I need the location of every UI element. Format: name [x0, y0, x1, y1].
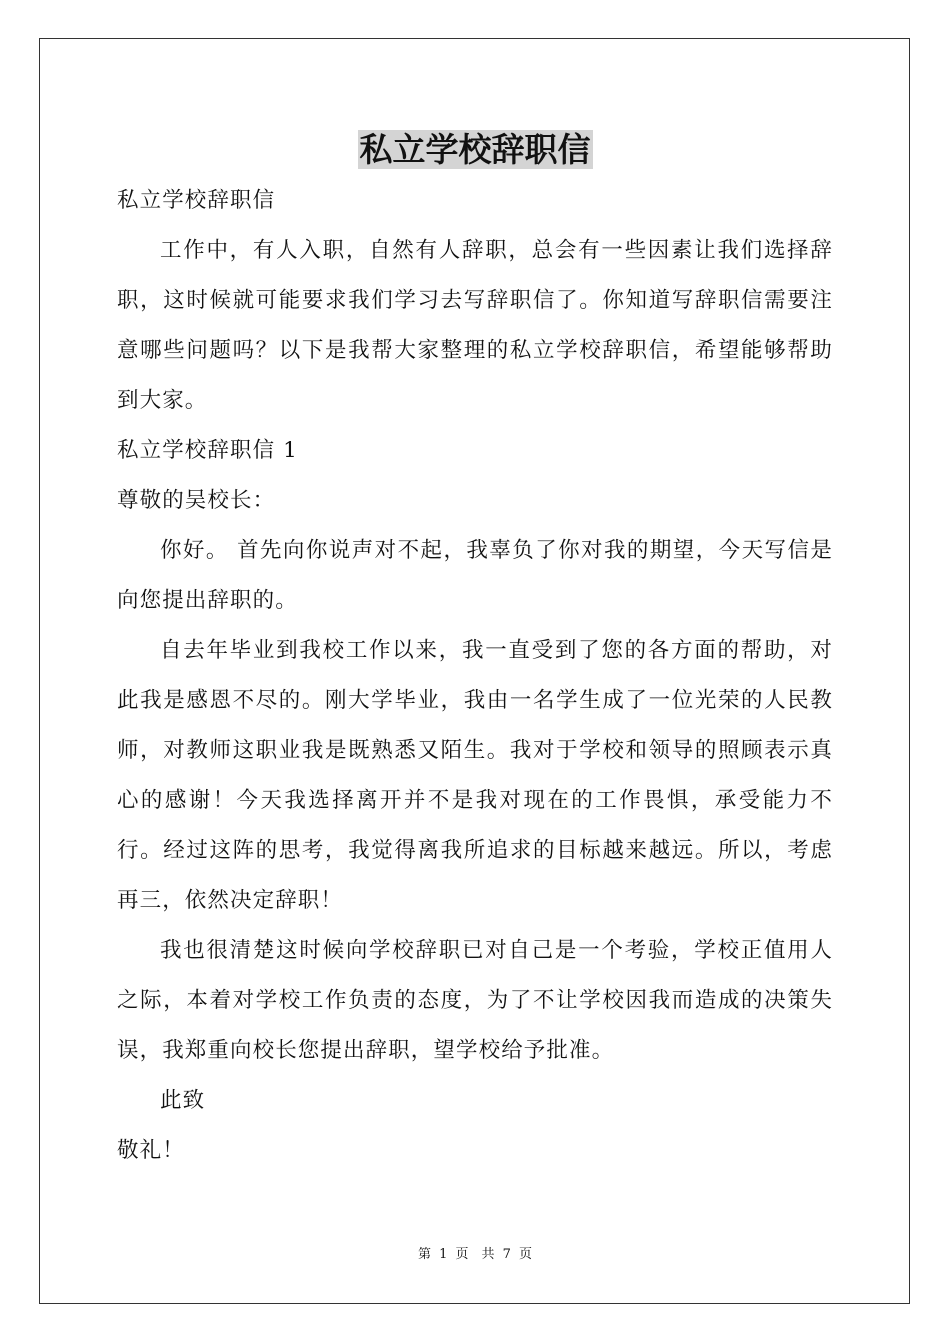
subtitle: 私立学校辞职信 [117, 188, 276, 213]
page-number: 第 1 页 共 7 页 [417, 1247, 533, 1262]
letter-paragraph: 自去年毕业到我校工作以来，我一直受到了您的各方面的帮助，对此我是感恩不尽的。刚大学毕业，我由一名学生成了一位光荣的人民教师，对教师这职业我是既熟悉又陌生。我对于学校和领导的照顾表示真心的感谢！今天我选择离开并不是我对现在的工作畏惧，承受能力不行。经过这阵的思考，我觉得离我所追求的目标越来越远。所以，考虑再三，依然决定辞职！ [117, 638, 833, 913]
letter-salutation: 尊敬的吴校长： [117, 488, 276, 513]
letter-closing: 此致 [160, 1088, 206, 1113]
letter-heading: 私立学校辞职信 1 [117, 438, 298, 463]
document-body [117, 176, 833, 1176]
letter-paragraph: 我也很清楚这时候向学校辞职已对自己是一个考验，学校正值用人之际，本着对学校工作负责的态度，为了不让学校因我而造成的决策失误，我郑重向校长您提出辞职，望学校给予批准。 [117, 938, 833, 1063]
document-title-text: 私立学校辞职信 [359, 130, 591, 169]
document-title [0, 128, 950, 172]
intro-paragraph: 工作中，有人入职，自然有人辞职，总会有一些因素让我们选择辞职，这时候就可能要求我们学习去写辞职信了。你知道写辞职信需要注意哪些问题吗？以下是我帮大家整理的私立学校辞职信，希望能够帮助到大家。 [117, 238, 833, 413]
page-footer [0, 1245, 950, 1265]
letter-regards: 敬礼！ [117, 1138, 185, 1163]
letter-paragraph: 你好。 首先向你说声对不起，我辜负了你对我的期望，今天写信是向您提出辞职的。 [117, 538, 833, 613]
